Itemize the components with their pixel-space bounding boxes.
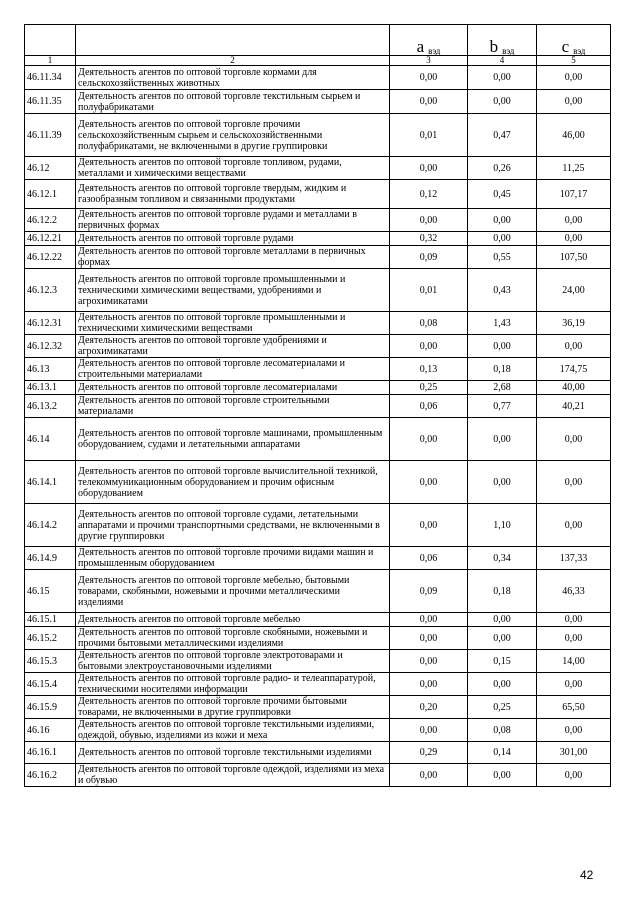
row-value-b: 0,00 (468, 627, 537, 650)
column-index-5: 5 (537, 56, 611, 66)
row-value-c: 301,00 (537, 742, 611, 764)
row-value-a: 0,09 (390, 570, 468, 613)
row-description: Деятельность агентов по оптовой торговле электротоварами и бытовыми электроустановочными изделиями (76, 650, 390, 673)
header-c-cell (537, 25, 611, 56)
column-index-1: 1 (25, 56, 76, 66)
row-code: 46.13.1 (25, 381, 76, 395)
row-code: 46.16.2 (25, 764, 76, 787)
row-value-c: 46,33 (537, 570, 611, 613)
row-code: 46.12.32 (25, 335, 76, 358)
row-description: Деятельность агентов по оптовой торговле скобяными, ножевыми и прочими бытовыми металлическими изделиями (76, 627, 390, 650)
row-description: Деятельность агентов по оптовой торговле промышленными и техническими химическими веществами, удобрениями и агрохимикатами (76, 269, 390, 312)
table-row (25, 418, 611, 461)
row-value-c: 0,00 (537, 613, 611, 627)
row-value-a: 0,13 (390, 358, 468, 381)
row-code: 46.12 (25, 157, 76, 180)
row-description: Деятельность агентов по оптовой торговле строительными материалами (76, 395, 390, 418)
row-description: Деятельность агентов по оптовой торговле текстильным сырьем и полуфабрикатами (76, 90, 390, 114)
row-description: Деятельность агентов по оптовой торговле одеждой, изделиями из меха и обувью (76, 764, 390, 787)
row-value-a: 0,08 (390, 312, 468, 335)
row-description: Деятельность агентов по оптовой торговле лесоматериалами (76, 381, 390, 395)
row-value-a: 0,12 (390, 180, 468, 209)
row-code: 46.16.1 (25, 742, 76, 764)
row-value-b: 0,00 (468, 232, 537, 246)
row-value-c: 46,00 (537, 114, 611, 157)
row-value-c: 107,17 (537, 180, 611, 209)
table-row (25, 650, 611, 673)
column-index-4: 4 (468, 56, 537, 66)
row-value-a: 0,00 (390, 650, 468, 673)
row-value-c: 0,00 (537, 673, 611, 696)
row-code: 46.14 (25, 418, 76, 461)
row-description: Деятельность агентов по оптовой торговле мебелью, бытовыми товарами, скобяными, ножевыми и прочими металлическими изделиями (76, 570, 390, 613)
row-value-b: 0,00 (468, 90, 537, 114)
row-value-b: 0,14 (468, 742, 537, 764)
row-value-c: 0,00 (537, 461, 611, 504)
row-value-c: 0,00 (537, 764, 611, 787)
row-description: Деятельность агентов по оптовой торговле рудами и металлами в первичных формах (76, 209, 390, 232)
row-description: Деятельность агентов по оптовой торговле промышленными и техническими химическими веществами (76, 312, 390, 335)
row-value-a: 0,32 (390, 232, 468, 246)
table-row (25, 696, 611, 719)
row-description: Деятельность агентов по оптовой торговле кормами для сельскохозяйственных животных (76, 66, 390, 90)
row-description: Деятельность агентов по оптовой торговле текстильными изделиями, одеждой, обувью, изделиями из кожи и меха (76, 719, 390, 742)
row-code: 46.16 (25, 719, 76, 742)
row-value-b: 0,00 (468, 66, 537, 90)
row-value-b: 0,77 (468, 395, 537, 418)
table-row (25, 381, 611, 395)
row-description: Деятельность агентов по оптовой торговле радио- и телеаппаратурой, техническими носителями информации (76, 673, 390, 696)
row-code: 46.12.1 (25, 180, 76, 209)
column-index-2: 2 (76, 56, 390, 66)
row-code: 46.15.9 (25, 696, 76, 719)
row-code: 46.13 (25, 358, 76, 381)
row-code: 46.15.1 (25, 613, 76, 627)
header-c-label: с (561, 37, 570, 56)
table-row (25, 461, 611, 504)
table-row (25, 209, 611, 232)
table-row (25, 246, 611, 269)
row-description: Деятельность агентов по оптовой торговле лесоматериалами и строительными материалами (76, 358, 390, 381)
row-description: Деятельность агентов по оптовой торговле рудами (76, 232, 390, 246)
row-code: 46.15.2 (25, 627, 76, 650)
row-value-b: 0,15 (468, 650, 537, 673)
row-description: Деятельность агентов по оптовой торговле прочими бытовыми товарами, не включенными в другие группировки (76, 696, 390, 719)
row-description: Деятельность агентов по оптовой торговле металлами в первичных формах (76, 246, 390, 269)
row-value-c: 0,00 (537, 232, 611, 246)
column-index-row (25, 56, 611, 66)
column-index-3: 3 (390, 56, 468, 66)
row-value-b: 0,25 (468, 696, 537, 719)
row-value-c: 11,25 (537, 157, 611, 180)
row-value-a: 0,00 (390, 418, 468, 461)
coefficients-table (24, 24, 611, 787)
table-row (25, 232, 611, 246)
row-code: 46.15.4 (25, 673, 76, 696)
row-value-c: 24,00 (537, 269, 611, 312)
row-code: 46.15.3 (25, 650, 76, 673)
row-value-c: 0,00 (537, 209, 611, 232)
row-value-b: 0,34 (468, 547, 537, 570)
row-value-c: 14,00 (537, 650, 611, 673)
row-value-c: 0,00 (537, 719, 611, 742)
page-number: 42 (580, 868, 594, 882)
row-value-a: 0,00 (390, 209, 468, 232)
row-value-a: 0,01 (390, 269, 468, 312)
row-description: Деятельность агентов по оптовой торговле текстильными изделиями (76, 742, 390, 764)
row-code: 46.12.3 (25, 269, 76, 312)
row-description: Деятельность агентов по оптовой торговле прочими сельскохозяйственным сырьем и сельскохозяйственными полуфабрикатами, не включенными в другие группировки (76, 114, 390, 157)
table-row (25, 157, 611, 180)
row-value-b: 2,68 (468, 381, 537, 395)
table-row (25, 719, 611, 742)
row-value-a: 0,00 (390, 627, 468, 650)
row-value-b: 0,00 (468, 461, 537, 504)
row-value-a: 0,00 (390, 504, 468, 547)
row-value-a: 0,06 (390, 547, 468, 570)
row-code: 46.12.31 (25, 312, 76, 335)
row-value-b: 0,00 (468, 613, 537, 627)
row-value-b: 0,00 (468, 418, 537, 461)
row-value-c: 174,75 (537, 358, 611, 381)
header-c-subscript: вэд (573, 46, 586, 56)
row-value-b: 0,00 (468, 673, 537, 696)
row-value-a: 0,00 (390, 719, 468, 742)
row-value-a: 0,29 (390, 742, 468, 764)
row-value-b: 0,43 (468, 269, 537, 312)
row-code: 46.11.35 (25, 90, 76, 114)
table-row (25, 90, 611, 114)
row-value-c: 40,21 (537, 395, 611, 418)
row-code: 46.14.2 (25, 504, 76, 547)
row-value-c: 0,00 (537, 335, 611, 358)
row-code: 46.11.34 (25, 66, 76, 90)
row-description: Деятельность агентов по оптовой торговле судами, летательными аппаратами и прочими транспортными средствами, не включенными в другие группировки (76, 504, 390, 547)
row-value-b: 1,10 (468, 504, 537, 547)
table-row (25, 764, 611, 787)
row-description: Деятельность агентов по оптовой торговле удобрениями и агрохимикатами (76, 335, 390, 358)
row-value-a: 0,09 (390, 246, 468, 269)
row-code: 46.12.2 (25, 209, 76, 232)
row-code: 46.11.39 (25, 114, 76, 157)
row-code: 46.14.1 (25, 461, 76, 504)
row-value-a: 0,00 (390, 90, 468, 114)
row-value-a: 0,00 (390, 335, 468, 358)
row-value-c: 0,00 (537, 418, 611, 461)
header-a-cell (390, 25, 468, 56)
row-value-a: 0,06 (390, 395, 468, 418)
row-value-a: 0,20 (390, 696, 468, 719)
row-value-a: 0,00 (390, 764, 468, 787)
row-value-c: 0,00 (537, 90, 611, 114)
header-b-cell (468, 25, 537, 56)
row-value-c: 36,19 (537, 312, 611, 335)
row-value-b: 0,47 (468, 114, 537, 157)
table-row (25, 114, 611, 157)
row-description: Деятельность агентов по оптовой торговле вычислительной техникой, телекоммуникационным оборудованием и прочим офисным оборудованием (76, 461, 390, 504)
row-value-c: 137,33 (537, 547, 611, 570)
row-value-a: 0,00 (390, 673, 468, 696)
table-header-row (25, 25, 611, 56)
header-code-cell (25, 25, 76, 56)
table-row (25, 269, 611, 312)
table-row (25, 358, 611, 381)
row-value-b: 0,26 (468, 157, 537, 180)
table-row (25, 547, 611, 570)
row-value-c: 107,50 (537, 246, 611, 269)
table-row (25, 673, 611, 696)
row-value-b: 0,55 (468, 246, 537, 269)
row-description: Деятельность агентов по оптовой торговле твердым, жидким и газообразным топливом и связанными продуктами (76, 180, 390, 209)
row-code: 46.15 (25, 570, 76, 613)
row-value-a: 0,25 (390, 381, 468, 395)
header-b-subscript: вэд (502, 46, 515, 56)
row-value-b: 0,08 (468, 719, 537, 742)
header-a-label: a (416, 37, 425, 56)
table-row (25, 570, 611, 613)
row-value-c: 40,00 (537, 381, 611, 395)
row-value-c: 65,50 (537, 696, 611, 719)
table-row (25, 742, 611, 764)
row-value-b: 1,43 (468, 312, 537, 335)
row-value-a: 0,00 (390, 613, 468, 627)
row-code: 46.13.2 (25, 395, 76, 418)
header-b-label: b (489, 37, 499, 56)
row-value-c: 0,00 (537, 504, 611, 547)
table-row (25, 335, 611, 358)
row-value-b: 0,18 (468, 358, 537, 381)
table-row (25, 180, 611, 209)
row-code: 46.14.9 (25, 547, 76, 570)
row-value-a: 0,00 (390, 66, 468, 90)
row-description: Деятельность агентов по оптовой торговле мебелью (76, 613, 390, 627)
row-description: Деятельность агентов по оптовой торговле прочими видами машин и промышленным оборудованием (76, 547, 390, 570)
row-value-b: 0,00 (468, 335, 537, 358)
table-row (25, 312, 611, 335)
row-value-b: 0,00 (468, 209, 537, 232)
row-value-c: 0,00 (537, 627, 611, 650)
row-code: 46.12.21 (25, 232, 76, 246)
row-value-b: 0,00 (468, 764, 537, 787)
header-desc-cell (76, 25, 390, 56)
row-value-c: 0,00 (537, 66, 611, 90)
table-row (25, 613, 611, 627)
row-value-b: 0,45 (468, 180, 537, 209)
row-value-b: 0,18 (468, 570, 537, 613)
row-description: Деятельность агентов по оптовой торговле машинами, промышленным оборудованием, судами и летательными аппаратами (76, 418, 390, 461)
table-row (25, 66, 611, 90)
table-row (25, 504, 611, 547)
header-a-subscript: вэд (428, 46, 441, 56)
row-description: Деятельность агентов по оптовой торговле топливом, рудами, металлами и химическими веществами (76, 157, 390, 180)
table-row (25, 627, 611, 650)
row-value-a: 0,00 (390, 157, 468, 180)
row-code: 46.12.22 (25, 246, 76, 269)
row-value-a: 0,01 (390, 114, 468, 157)
row-value-a: 0,00 (390, 461, 468, 504)
table-row (25, 395, 611, 418)
